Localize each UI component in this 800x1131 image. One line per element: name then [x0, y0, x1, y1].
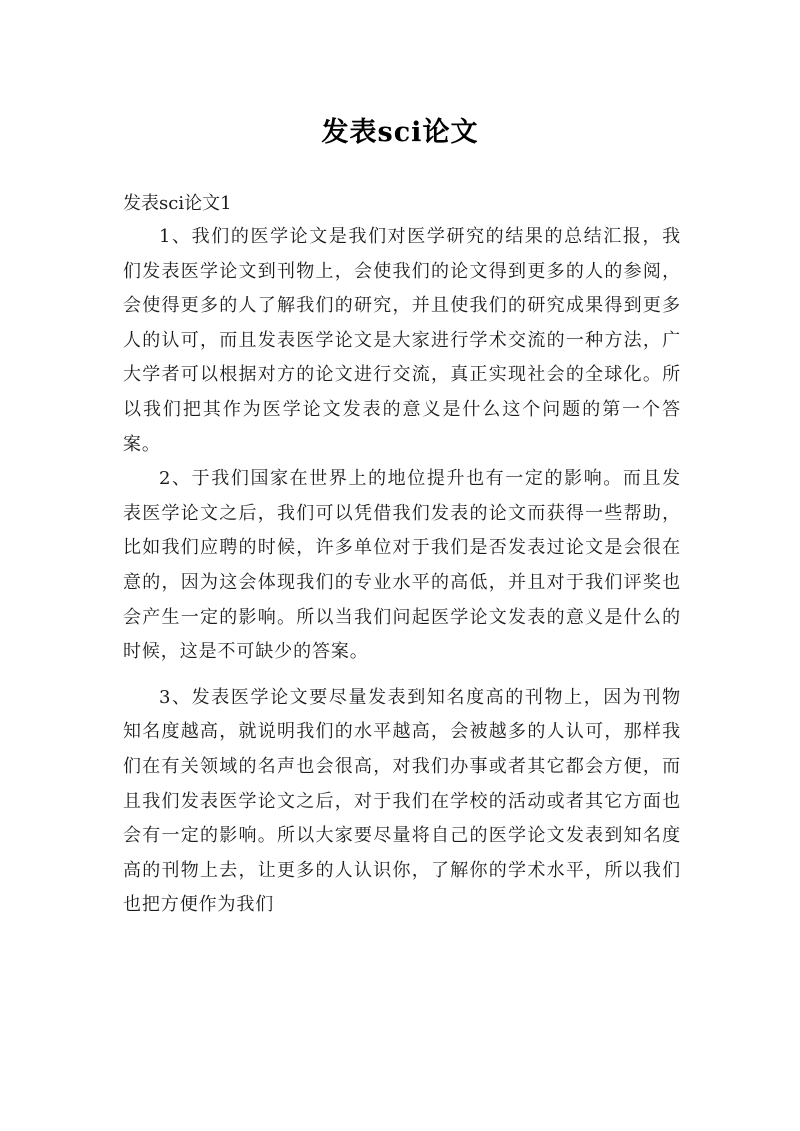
paragraph-3: 3、发表医学论文要尽量发表到知名度高的刊物上，因为刊物知名度越高，就说明我们的水平越高，会被越多的人认可，那样我们在有关领域的名声也会很高，对我们办事或者其它都会方便，而且我们发表医学论文之后，对于我们在学校的活动或者其它方面也会有一定的影响。所以大家要尽量将自己的医学论文发表到知名度高的刊物上去，让更多的人认识你，了解你的学术水平，所以我们也把方便作为我们: [123, 686, 681, 916]
section-heading: 发表sci论文1: [123, 193, 232, 214]
page-title: 发表sci论文: [321, 117, 479, 149]
paragraph-1: 1、我们的医学论文是我们对医学研究的结果的总结汇报，我们发表医学论文到刊物上，会使我们的论文得到更多的人的参阅，会使得更多的人了解我们的研究，并且使我们的研究成果得到更多人的认可，而且发表医学论文是大家进行学术交流的一种方法，广大学者可以根据对方的论文进行交流，真正实现社会的全球化。所以我们把其作为医学论文发表的意义是什么这个问题的第一个答案。: [123, 226, 681, 455]
paragraph-2: 2、于我们国家在世界上的地位提升也有一定的影响。而且发表医学论文之后，我们可以凭借我们发表的论文而获得一些帮助，比如我们应聘的时候，许多单位对于我们是否发表过论文是会很在意的，因为这会体现我们的专业水平的高低，并且对于我们评奖也会产生一定的影响。所以当我们问起医学论文发表的意义是什么的时候，这是不可缺少的答案。: [123, 468, 681, 663]
document-body: [123, 188, 681, 923]
